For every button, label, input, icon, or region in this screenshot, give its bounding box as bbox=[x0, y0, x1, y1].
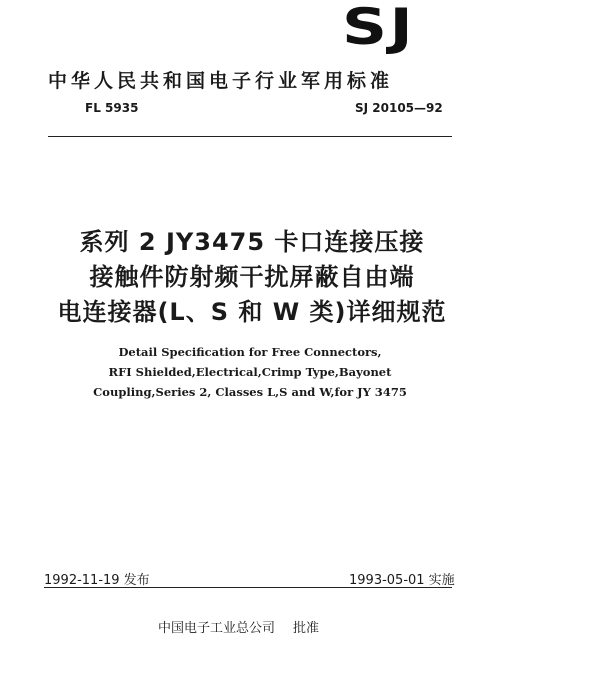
chinese-title-line-3: 电连接器(L、S 和 W 类)详细规范 bbox=[57, 298, 447, 326]
english-title-line-1: Detail Specification for Free Connectors, bbox=[118, 345, 382, 359]
footer-divider bbox=[44, 587, 452, 588]
approval-line bbox=[158, 617, 319, 636]
approving-body: 中国电子工业总公司 bbox=[158, 621, 276, 636]
approval-word: 批准 bbox=[293, 621, 320, 636]
header-divider bbox=[48, 136, 452, 137]
classification-code: FL 5935 bbox=[85, 101, 139, 115]
implementation-date: 1993-05-01 实施 bbox=[349, 573, 455, 588]
issue-date: 1992-11-19 发布 bbox=[44, 573, 150, 588]
english-title bbox=[60, 342, 440, 402]
chinese-title bbox=[42, 225, 462, 330]
standard-number: SJ 20105—92 bbox=[355, 101, 443, 115]
chinese-title-line-1: 系列 2 JY3475 卡口连接压接 bbox=[79, 228, 425, 256]
chinese-title-line-2: 接触件防射频干扰屏蔽自由端 bbox=[89, 263, 415, 291]
english-title-line-2: RFI Shielded,Electrical,Crimp Type,Bayonet bbox=[108, 365, 392, 379]
english-title-line-3: Coupling,Series 2, Classes L,S and W,for JY 3475 bbox=[93, 385, 407, 399]
standard-category-title: 中华人民共和国电子行业军用标准 bbox=[48, 70, 394, 92]
sj-logo: SJ bbox=[342, 0, 416, 56]
